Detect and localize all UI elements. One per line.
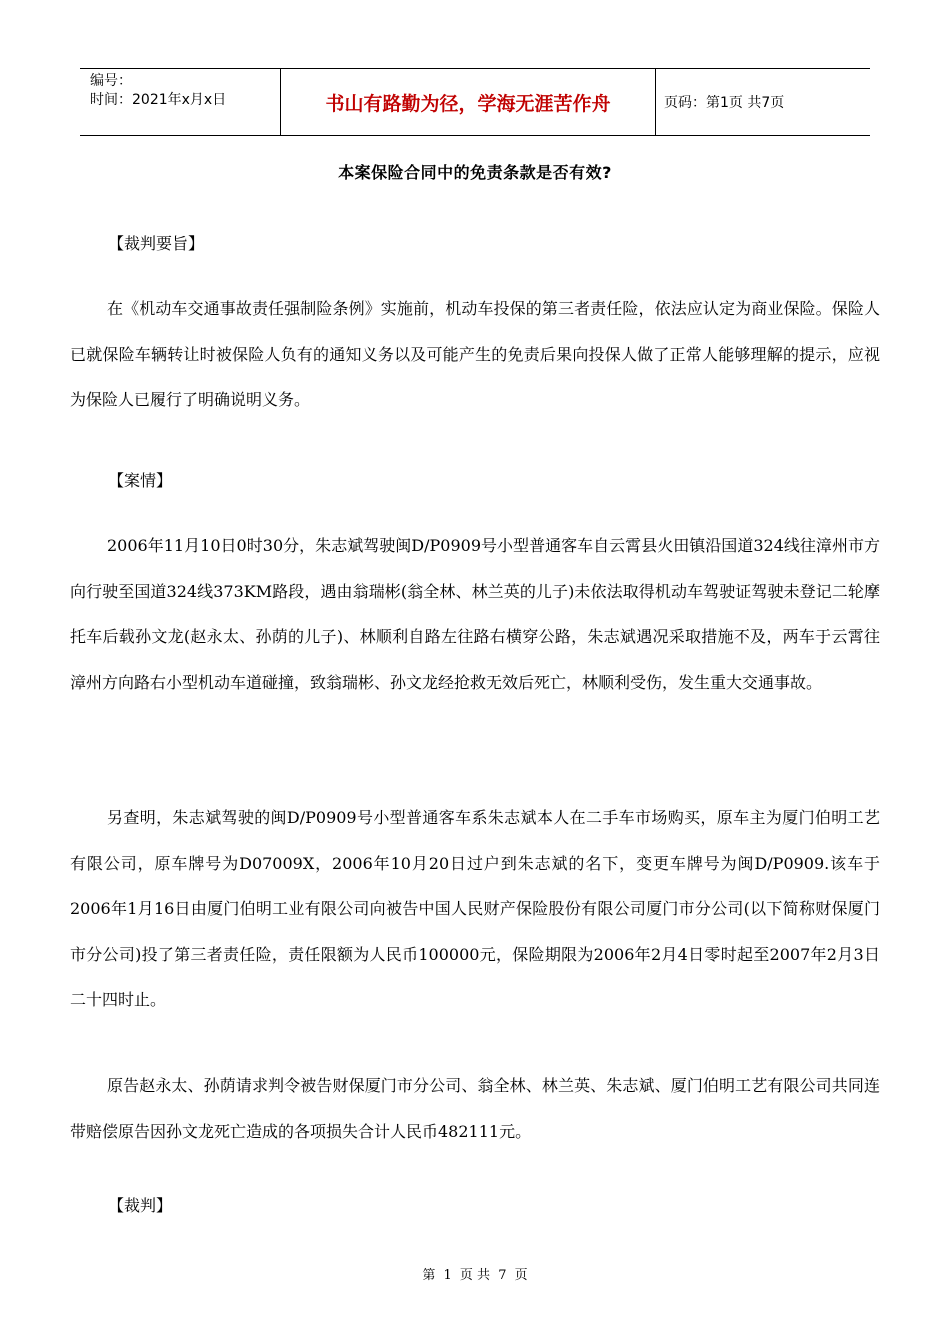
document-number-label: 编号： bbox=[90, 73, 132, 89]
facts-paragraph-1: 2006年11月10日0时30分，朱志斌驾驶闽D/P0909号小型普通客车自云霄县火田镇沿国道324线往漳州市方向行驶至国道324线373KM路段，遇由翁瑞彬(翁全林、林兰英的儿子)未依法取得机动车驾驶证驾驶未登记二轮摩托车后载孙文龙(赵永太、孙荫的儿子)、林顺利自路左往路右横穿公路，朱志斌遇况采取措施不及，两车于云霄往漳州方向路右小型机动车道碰撞，致翁瑞彬、孙文龙经抢救无效后死亡，林顺利受伤，发生重大交通事故。 bbox=[70, 536, 880, 692]
document-title: 本案保险合同中的免责条款是否有效? bbox=[338, 163, 612, 182]
facts-heading: 【案情】 bbox=[108, 471, 173, 490]
facts-paragraph-3: 原告赵永太、孙荫请求判令被告财保厦门市分公司、翁全林、林兰英、朱志斌、厦门伯明工艺有限公司共同连带赔偿原告因孙文龙死亡造成的各项损失合计人民币482111元。 bbox=[70, 1076, 880, 1141]
header-table bbox=[80, 68, 870, 136]
gist-paragraph: 在《机动车交通事故责任强制险条例》实施前，机动车投保的第三者责任险，依法应认定为商业保险。保险人已就保险车辆转让时被保险人负有的通知义务以及可能产生的免责后果向投保人做了正常人能够理解的提示，应视为保险人已履行了明确说明义务。 bbox=[70, 299, 880, 409]
footer-total-pages: 7 bbox=[498, 1268, 507, 1283]
facts-paragraph-2: 另查明，朱志斌驾驶的闽D/P0909号小型普通客车系朱志斌本人在二手车市场购买，原车主为厦门伯明工艺有限公司，原车牌号为D07009X，2006年10月20日过户到朱志斌的名下，变更车牌号为闽D/P0909.该车于2006年1月16日由厦门伯明工业有限公司向被告中国人民财产保险股份有限公司厦门市分公司(以下简称财保厦门市分公司)投了第三者责任险，责任限额为人民币100000元，保险期限为2006年2月4日零时起至2007年2月3日二十四时止。 bbox=[70, 808, 880, 1009]
ruling-heading: 【裁判】 bbox=[108, 1196, 173, 1215]
header-page-info: 页码：第1页 共7页 bbox=[664, 95, 785, 111]
page-footer bbox=[0, 1264, 950, 1283]
gist-heading: 【裁判要旨】 bbox=[108, 234, 205, 253]
document-time-label: 时间：2021年x月x日 bbox=[90, 92, 227, 108]
footer-current-page: 1 bbox=[443, 1268, 452, 1283]
footer-middle: 页 共 bbox=[459, 1268, 491, 1283]
footer-prefix: 第 bbox=[422, 1268, 436, 1283]
header-motto: 书山有路勤为径，学海无涯苦作舟 bbox=[281, 69, 656, 135]
footer-suffix: 页 bbox=[514, 1268, 528, 1283]
header-meta-cell bbox=[80, 69, 281, 135]
